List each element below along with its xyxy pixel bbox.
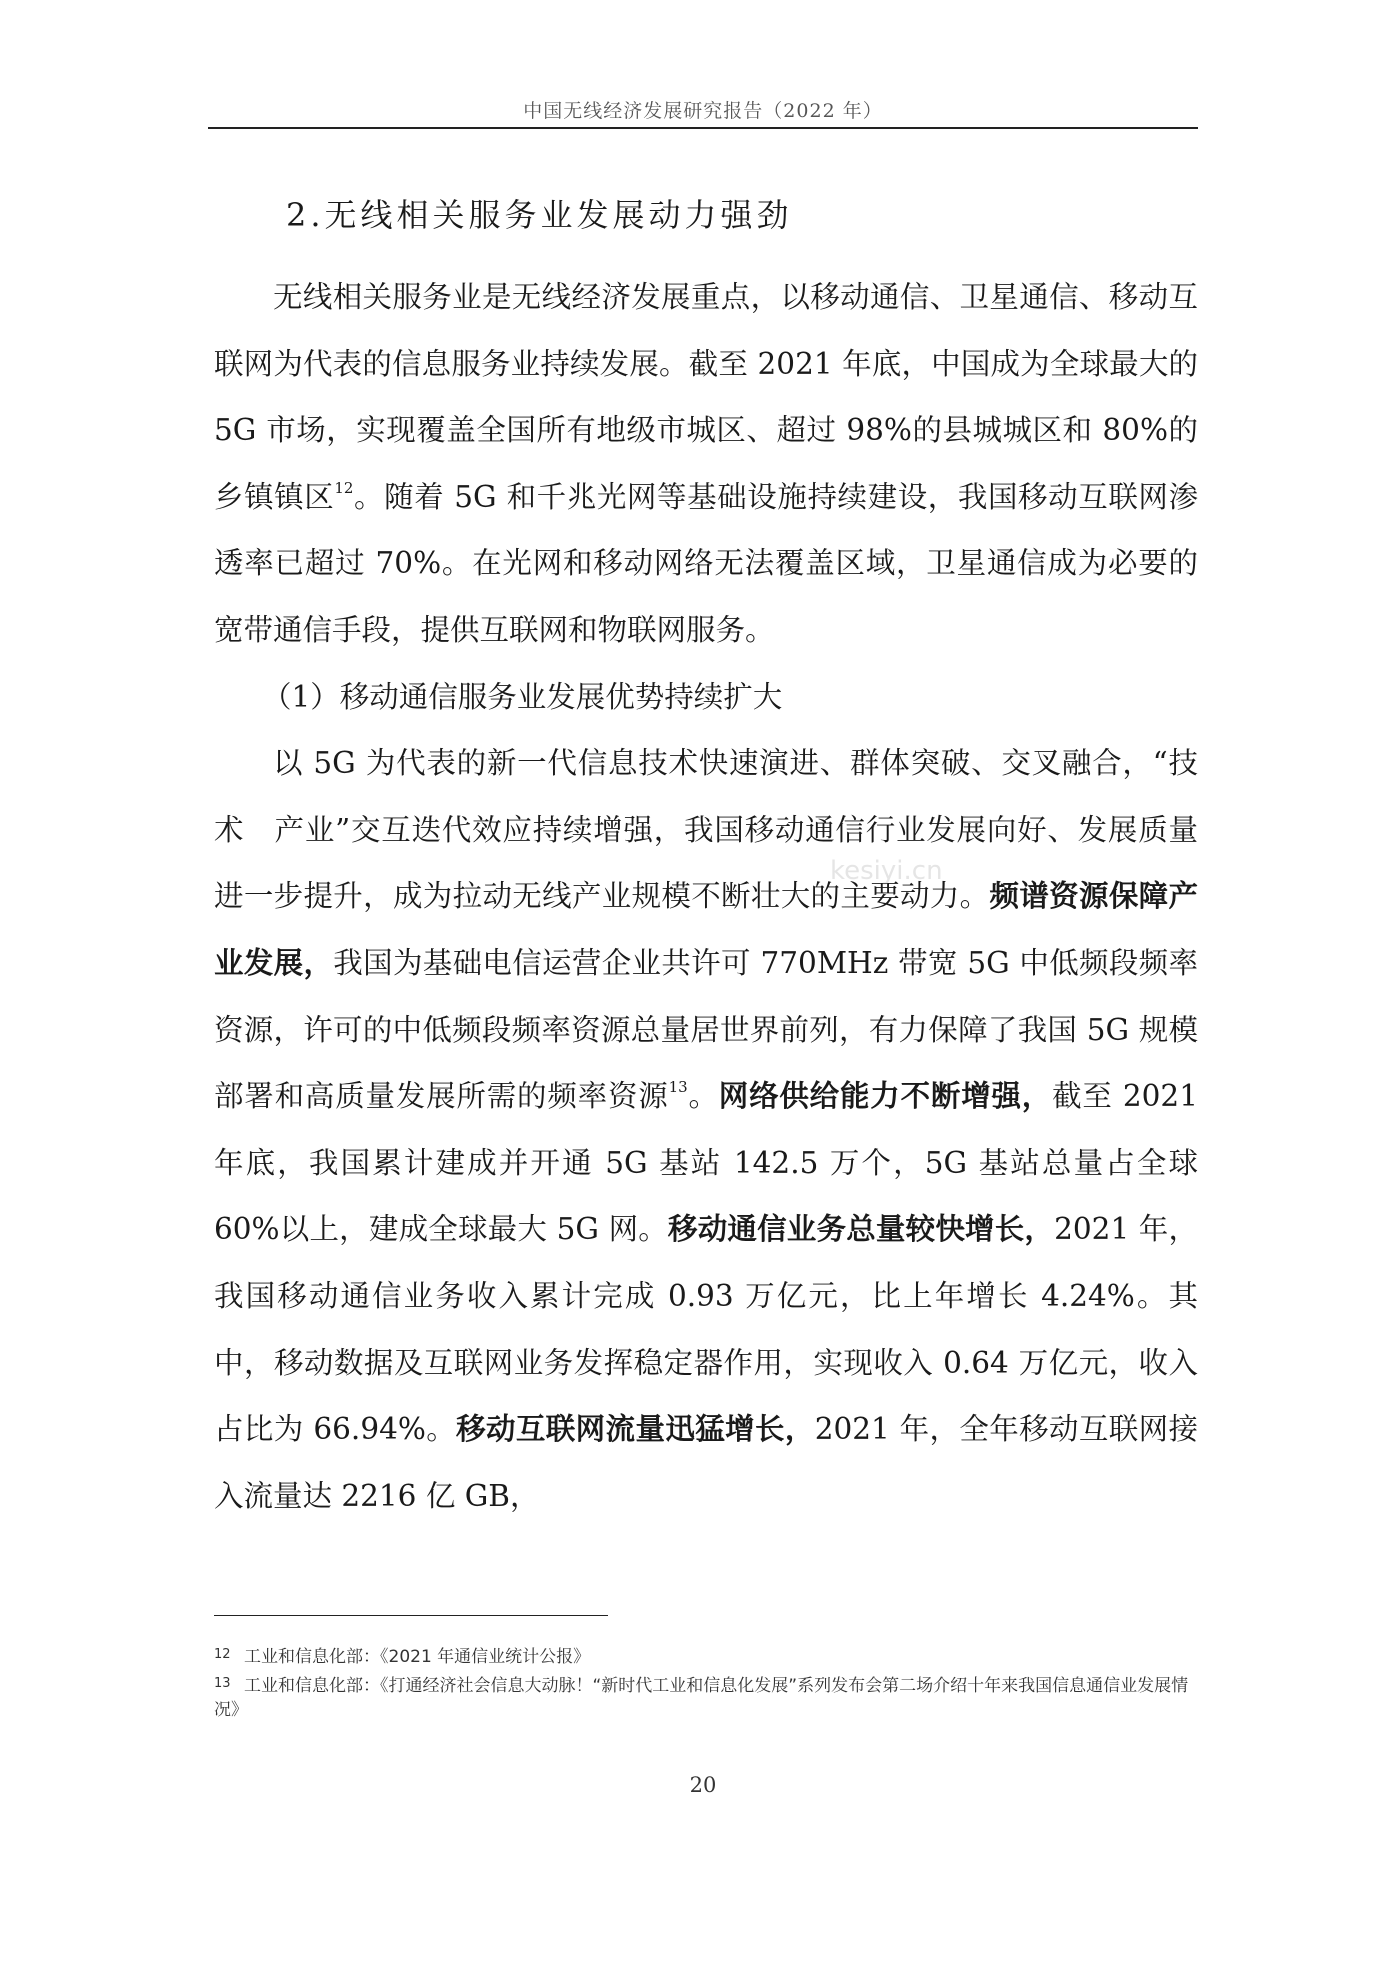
footnote-12 <box>214 1643 1198 1669</box>
footnote-text: 工业和信息化部：《打通经济社会信息大动脉！“新时代工业和信息化发展”系列发布会第二场介绍十年来我国信息通信业发展情况》 <box>214 1676 1189 1720</box>
footnotes <box>214 1643 1198 1725</box>
bold-lead-network: 网络供给能力不断增强， <box>718 1078 1053 1114</box>
page-number: 20 <box>689 1773 717 1797</box>
watermark-text: kesiyi.cn <box>830 856 943 886</box>
paragraph-2-traffic: 2021 年，全年移动互联网接入流量达 2216 亿 GB， <box>214 1412 1198 1513</box>
footnote-text: 工业和信息化部：《2021 年通信业统计公报》 <box>244 1647 591 1667</box>
header-rule <box>208 127 1198 129</box>
running-header: 中国无线经济发展研究报告（2022 年） <box>523 100 883 122</box>
paragraph-1-text: 无线相关服务业是无线经济发展重点，以移动通信、卫星通信、移动互联网为代表的信息服务业持续发展。截至 2021 年底，中国成为全球最大的 5G 市场，实现覆盖全国所有地级市城区、超过 98%的县城城区和 80%的乡镇镇区 <box>214 280 1198 514</box>
bold-lead-spectrum: 频谱资源保障产业发展， <box>214 878 1198 980</box>
footnote-ref-13[interactable]: 13 <box>668 1078 688 1097</box>
footnote-13 <box>214 1672 1198 1722</box>
footnote-mark: 12 <box>214 1647 231 1662</box>
paragraph-2-business: 2021 年，我国移动通信业务收入累计完成 0.93 万亿元，比上年增长 4.24%。其中，移动数据及互联网业务发挥稳定器作用，实现收入 0.64 万亿元，收入占比为 66.94%。 <box>214 1212 1198 1447</box>
paragraph-2-punct: 。 <box>687 1079 719 1114</box>
footnote-mark: 13 <box>214 1676 231 1691</box>
paragraph-1-tail: 。随着 5G 和千兆光网等基础设施持续建设，我国移动互联网渗透率已超过 70%。在光网和移动网络无法覆盖区域，卫星通信成为必要的宽带通信手段，提供互联网和物联网服务。 <box>214 479 1198 647</box>
paragraph-2-spectrum: 我国为基础电信运营企业共许可 770MHz 带宽 5G 中低频段频率资源，许可的中低频段频率资源总量居世界前列，有力保障了我国 5G 规模部署和高质量发展所需的频率资源 <box>214 945 1198 1114</box>
paragraph-2-intro: 以 5G 为代表的新一代信息技术快速演进、群体突破、交叉融合，“技术 产业”交互迭代效应持续增强，我国移动通信行业发展向好、发展质量进一步提升，成为拉动无线产业规模不断壮大的主要动力。 <box>214 746 1198 914</box>
sub-heading: （1）移动通信服务业发展优势持续扩大 <box>262 679 783 714</box>
bold-lead-business: 移动通信业务总量较快增长， <box>668 1211 1055 1247</box>
footnote-rule <box>214 1615 608 1616</box>
bold-lead-traffic: 移动互联网流量迅猛增长， <box>456 1411 815 1447</box>
paragraph-2-network: 截至 2021 年底，我国累计建成并开通 5G 基站 142.5 万个，5G 基站总量占全球 60%以上，建成全球最大 5G 网。 <box>214 1079 1198 1247</box>
paragraph-1 <box>214 264 1198 664</box>
paragraph-2 <box>214 730 1198 1529</box>
body-text <box>214 264 1198 1529</box>
section-title: 2.无线相关服务业发展动力强劲 <box>286 196 793 234</box>
footnote-ref-12[interactable]: 12 <box>334 478 354 497</box>
